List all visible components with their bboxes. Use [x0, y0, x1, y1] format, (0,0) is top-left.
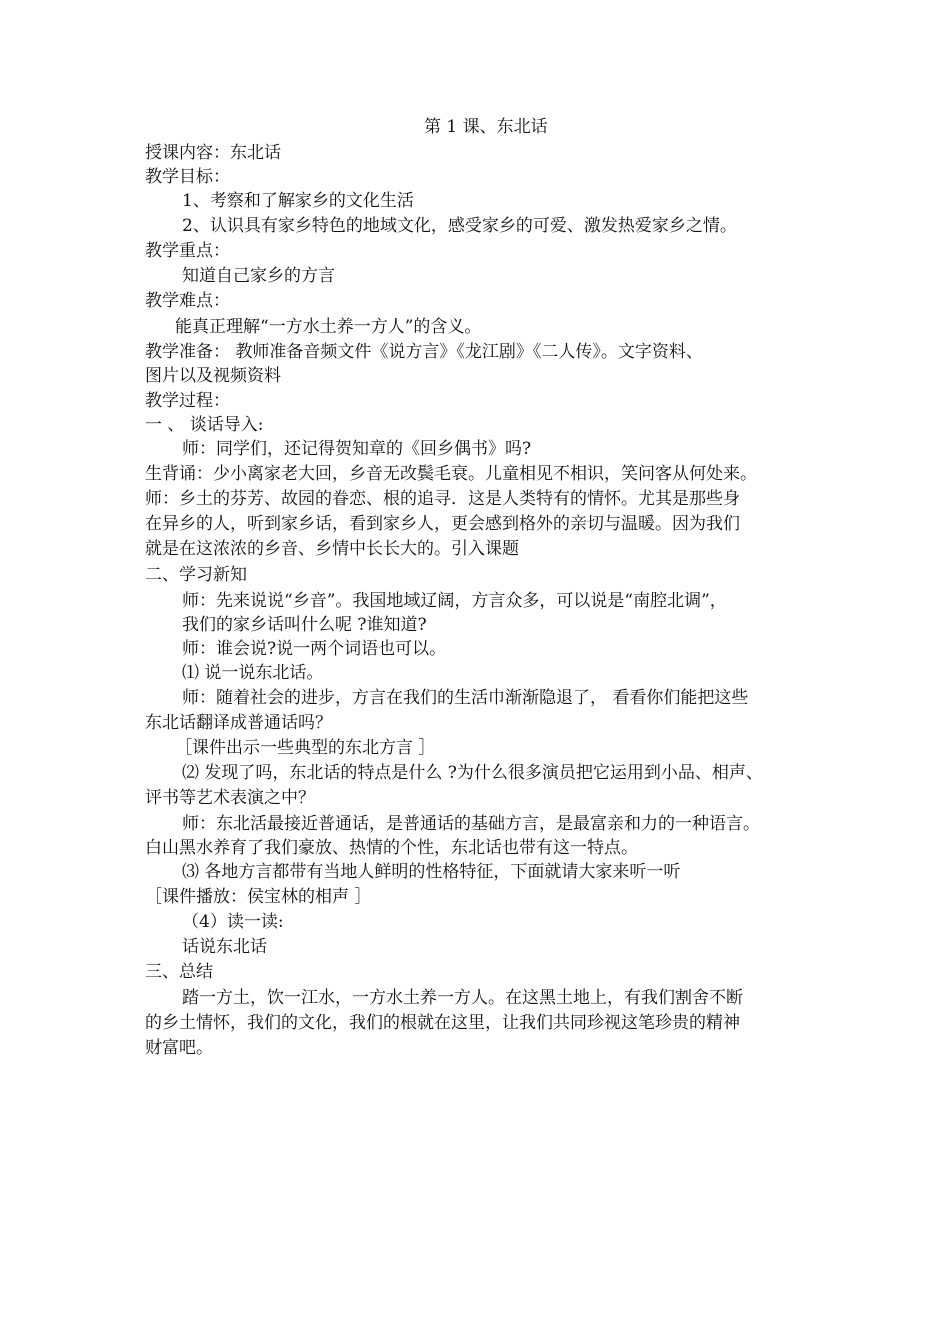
text-line: ［课件出示一些典型的东北方言 ］: [175, 738, 436, 758]
text-line: 师：随着社会的进步，方言在我们的生活巾渐渐隐退了， 看看你们能把这些: [182, 688, 749, 708]
text-line: 教学重点：: [145, 241, 230, 261]
text-line: 财富吧。: [145, 1038, 213, 1058]
text-line: ［课件播放：侯宝林的相声 ］: [145, 887, 372, 907]
text-line: 在异乡的人，听到家乡话，看到家乡人，更会感到格外的亲切与温暖。因为我们: [145, 514, 740, 534]
text-line: ⑵ 发现了吗，东北话的特点是什么 ?为什么很多演员把它运用到小品、相声、: [182, 763, 763, 783]
text-line: 教学难点：: [145, 291, 230, 311]
text-line: ⑶ 各地方言都带有当地人鲜明的性格特征，下面就请大家来听一听: [182, 862, 681, 882]
text-line: 师：乡土的芬芳、故园的眷恋、根的追寻．这是人类特有的情怀。尤其是那些身: [145, 489, 740, 509]
text-line: 师：谁会说?说一两个词语也可以。: [182, 639, 447, 659]
text-line: 踏一方土，饮一江水，一方水土养一方人。在这黑土地上，有我们割舍不断: [182, 988, 743, 1008]
text-line: 三、总结: [145, 962, 213, 982]
text-line: ⑴ 说一说东北话。: [182, 663, 324, 683]
text-line: 知道自己家乡的方言: [182, 266, 335, 286]
text-line: 师：同学们，还记得贺知章的《回乡偶书》吗?: [182, 439, 532, 459]
text-line: 1、考察和了解家乡的文化生活: [182, 191, 414, 211]
text-line: 二、学习新知: [145, 565, 247, 585]
text-line: （4）读一读:: [182, 912, 284, 932]
text-line: 就是在这浓浓的乡音、乡情中长长大的。引入课题: [145, 539, 519, 559]
text-line: 白山黑水养育了我们豪放、热情的个性，东北话也带有这一特点。: [145, 838, 638, 858]
text-line: 师：东北活最接近普通话，是普通话的基础方言，是最富亲和力的一种语言。: [182, 814, 760, 834]
text-line: 教学过程：: [145, 391, 230, 411]
text-line: 东北话翻译成普通话吗？: [145, 713, 332, 733]
page-title: 第 1 课、东北话: [424, 117, 548, 137]
text-line: 授课内容：东北话: [145, 143, 281, 163]
text-line: 图片以及视频资料: [145, 366, 281, 386]
text-line: 师：先来说说“乡音”。我国地域辽阔，方言众多，可以说是“南腔北调”，: [182, 591, 727, 611]
text-line: 能真正理解“一方水土养一方人”的含义。: [175, 317, 482, 337]
text-line: 的乡土情怀，我们的文化，我们的根就在这里，让我们共同珍视这笔珍贵的精神: [145, 1013, 740, 1033]
text-line: 教学准备： 教师准备音频文件《说方言》《龙江剧》《二人传》。文字资料、: [145, 342, 703, 362]
text-line: 2、认识具有家乡特色的地域文化，感受家乡的可爱、激发热爱家乡之情。: [182, 216, 737, 236]
text-line: 一 、 谈话导入:: [145, 415, 264, 435]
text-line: 教学目标：: [145, 167, 230, 187]
text-line: 生背诵：少小离家老大回，乡音无改鬓毛衰。儿童相见不相识，笑问客从何处来。: [145, 464, 757, 484]
text-line: 评书等艺术表演之中？: [145, 788, 315, 808]
text-line: 我们的家乡话叫什么呢 ?谁知道?: [182, 615, 427, 635]
text-line: 话说东北话: [182, 937, 267, 957]
